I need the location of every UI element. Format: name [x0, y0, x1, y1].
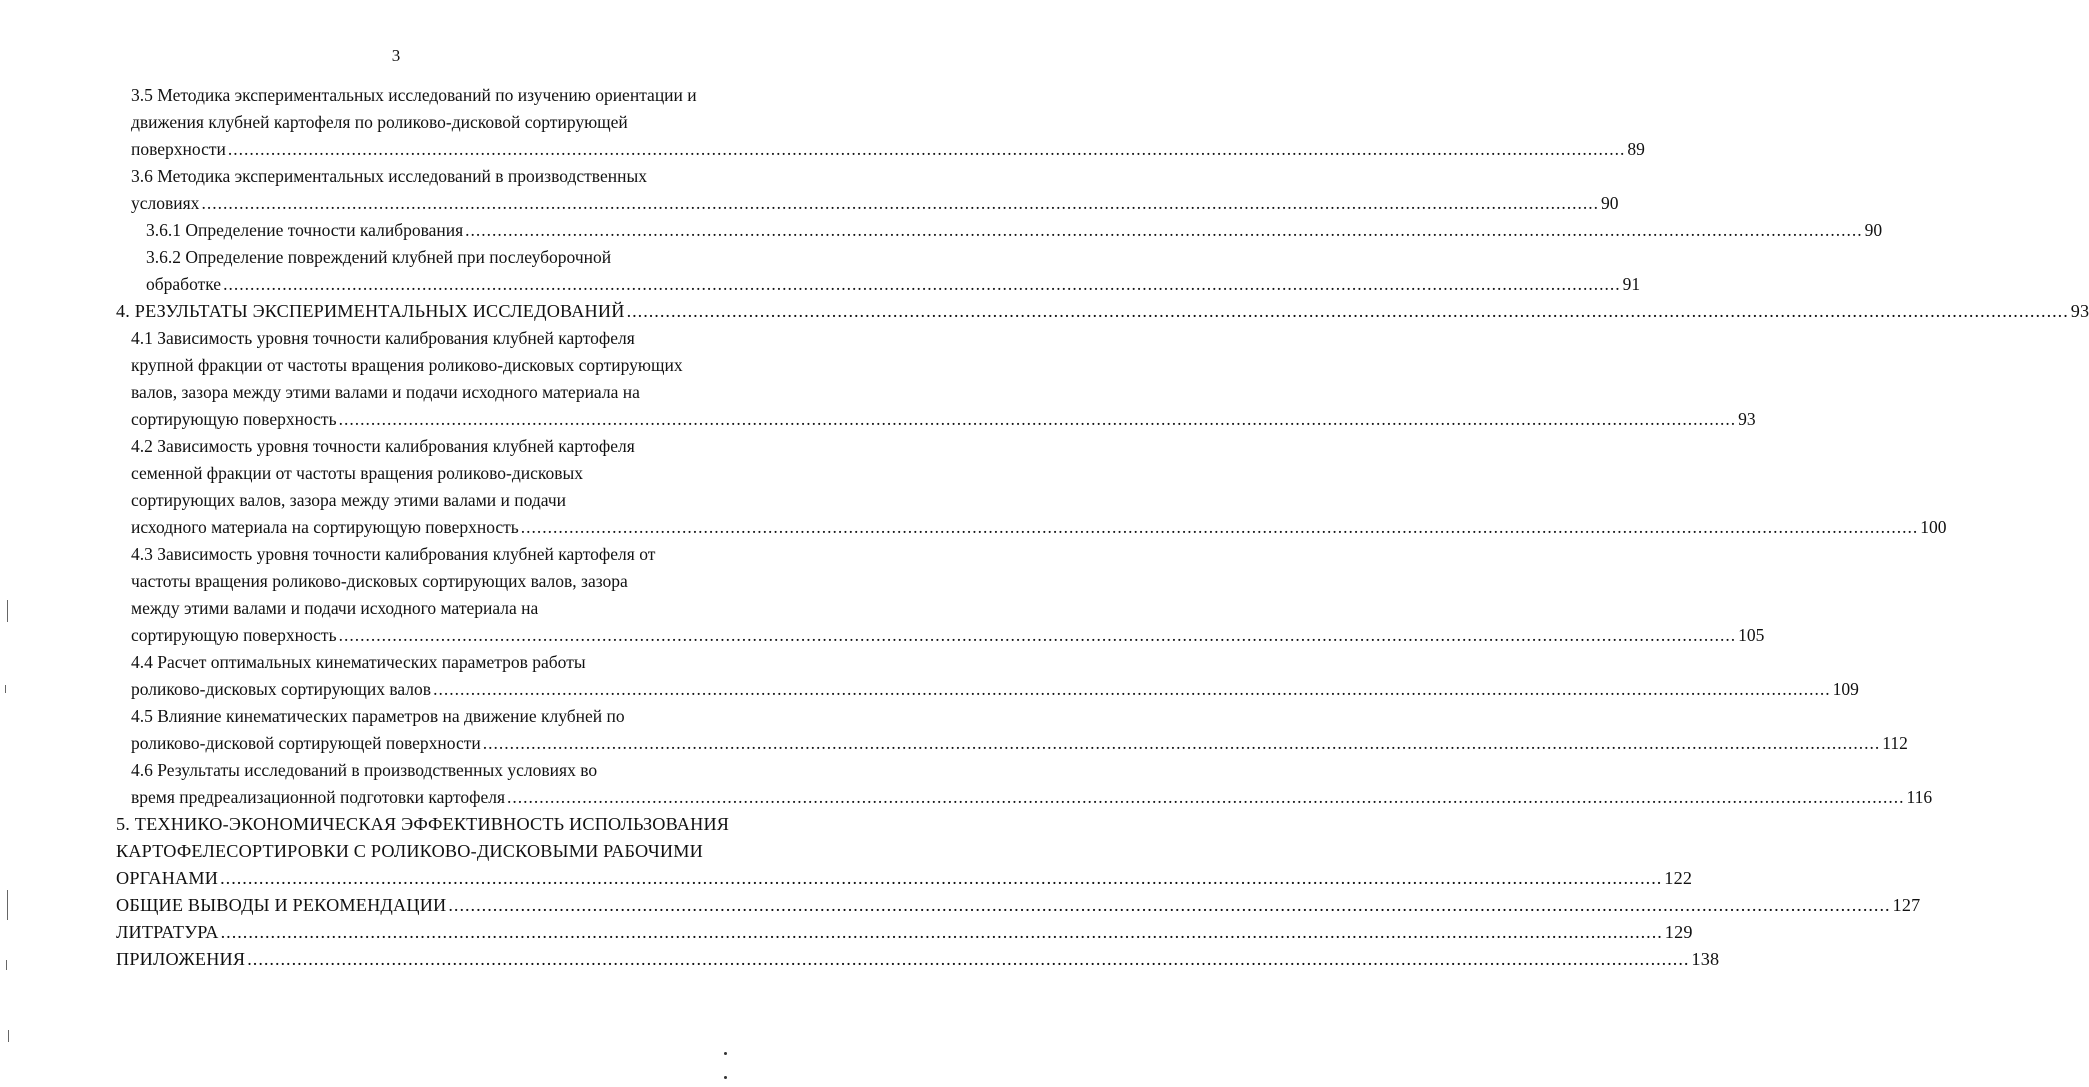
dot-leader: .................................................................................................................................................................................................................................................................... — [220, 922, 1663, 942]
toc-entry-final-line — [116, 892, 1921, 919]
toc-entry-title: 3.6.1 Определение точности калибрования — [146, 220, 464, 240]
toc-entry — [146, 217, 1883, 244]
toc-page-number: 122 — [1664, 868, 1693, 888]
toc-entry-title: ПРИЛОЖЕНИЯ — [116, 949, 246, 969]
toc-entry-line: 4.1 Зависимость уровня точности калибрования клубней картофеля — [131, 328, 635, 348]
dot-leader: .................................................................................................................................................................................................................................................................... — [626, 301, 2069, 321]
dot-leader: .................................................................................................................................................................................................................................................................... — [338, 625, 1737, 645]
toc-entry-title: сортирующую поверхность — [131, 625, 337, 645]
scan-margin-marks — [4, 590, 12, 1070]
toc-page-number: 105 — [1738, 625, 1765, 645]
toc-entry — [131, 325, 1756, 433]
dot-leader: .................................................................................................................................................................................................................................................................... — [223, 274, 1621, 294]
toc-page-number: 109 — [1832, 679, 1859, 699]
toc-page-number: 90 — [1864, 220, 1883, 240]
toc-entry-final-line — [116, 946, 1720, 973]
dot-leader: .................................................................................................................................................................................................................................................................... — [247, 949, 1690, 969]
toc-entry-final-line — [131, 190, 1619, 217]
toc-entry — [131, 541, 1765, 649]
toc-entry-line: 3.5 Методика экспериментальных исследований по изучению ориентации и — [131, 85, 697, 105]
toc-entry — [116, 946, 1720, 973]
toc-entry-final-line — [116, 298, 2089, 325]
toc-page-number: 89 — [1627, 139, 1645, 159]
toc-entry-title: ОРГАНАМИ — [116, 868, 219, 888]
toc-page-number: 93 — [2070, 301, 2089, 321]
toc-entry — [131, 82, 1645, 163]
toc-entry — [131, 703, 1908, 757]
toc-entry — [131, 649, 1859, 703]
toc-entry-final-line — [146, 217, 1883, 244]
toc-entry — [131, 757, 1933, 811]
toc-entry-final-line — [116, 919, 1693, 946]
toc-entry-line: 4.6 Результаты исследований в производственных условиях во — [131, 760, 598, 780]
toc-entry-title: исходного материала на сортирующую поверхность — [131, 517, 519, 537]
toc-entry-title: условиях — [131, 193, 200, 213]
toc-entry-line: КАРТОФЕЛЕСОРТИРОВКИ С РОЛИКОВО-ДИСКОВЫМИ РАБОЧИМИ — [116, 841, 703, 861]
toc-entry-title: поверхности — [131, 139, 226, 159]
dot-leader: .................................................................................................................................................................................................................................................................... — [465, 220, 1863, 240]
table-of-contents — [0, 82, 2089, 973]
toc-entry-title: сортирующую поверхность — [131, 409, 337, 429]
dot-leader: .................................................................................................................................................................................................................................................................... — [482, 733, 1881, 753]
toc-entry — [131, 433, 1947, 541]
toc-entry — [131, 163, 1619, 217]
toc-entry-final-line — [131, 136, 1645, 163]
toc-entry-line: 4.2 Зависимость уровня точности калибрования клубней картофеля — [131, 436, 635, 456]
toc-entry — [116, 298, 2089, 325]
toc-entry-final-line — [131, 730, 1908, 757]
toc-entry-line: 5. ТЕХНИКО-ЭКОНОМИЧЕСКАЯ ЭФФЕКТИВНОСТЬ ИСПОЛЬЗОВАНИЯ — [116, 814, 730, 834]
toc-entry-final-line — [146, 271, 1641, 298]
toc-entry-title: 4. РЕЗУЛЬТАТЫ ЭКСПЕРИМЕНТАЛЬНЫХ ИССЛЕДОВАНИЙ — [116, 301, 625, 321]
dot-leader: .................................................................................................................................................................................................................................................................... — [201, 193, 1599, 213]
toc-entry-title: обработке — [146, 274, 222, 294]
toc-entry-final-line — [116, 865, 1693, 892]
toc-entry-line: семенной фракции от частоты вращения роликово-дисковых — [131, 463, 584, 483]
toc-entry-line: частоты вращения роликово-дисковых сортирующих валов, зазора — [131, 571, 628, 591]
toc-page-number: 129 — [1664, 922, 1693, 942]
toc-entry-line: движения клубней картофеля по роликово-дисковой сортирующей — [131, 112, 628, 132]
toc-entry — [146, 244, 1641, 298]
toc-entry-final-line — [131, 784, 1933, 811]
toc-entry-final-line — [131, 622, 1765, 649]
toc-entry-line: между этими валами и подачи исходного материала на — [131, 598, 539, 618]
toc-entry — [116, 811, 1693, 892]
toc-entry-line: валов, зазора между этими валами и подачи исходного материала на — [131, 382, 640, 402]
toc-entry-line: 4.5 Влияние кинематических параметров на движение клубней по — [131, 706, 625, 726]
toc-entry — [116, 892, 1921, 919]
toc-entry-final-line — [131, 676, 1859, 703]
dot-leader: .................................................................................................................................................................................................................................................................... — [433, 679, 1831, 699]
toc-page-number: 138 — [1691, 949, 1720, 969]
dot-leader: .................................................................................................................................................................................................................................................................... — [448, 895, 1891, 915]
page-number: 3 — [391, 46, 401, 65]
dot-leader: .................................................................................................................................................................................................................................................................... — [507, 787, 1905, 807]
toc-entry-title: ОБЩИЕ ВЫВОДЫ И РЕКОМЕНДАЦИИ — [116, 895, 447, 915]
toc-entry-line: 3.6.2 Определение повреждений клубней при послеуборочной — [146, 247, 612, 267]
dot-leader: .................................................................................................................................................................................................................................................................... — [227, 139, 1626, 159]
toc-entry-line: 4.4 Расчет оптимальных кинематических параметров работы — [131, 652, 586, 672]
toc-page-number: 127 — [1892, 895, 1921, 915]
toc-page-number: 112 — [1882, 733, 1908, 753]
toc-page-number: 116 — [1906, 787, 1933, 807]
toc-page-number: 90 — [1600, 193, 1619, 213]
scan-dot — [724, 1052, 727, 1055]
toc-entry-line: 4.3 Зависимость уровня точности калибрования клубней картофеля от — [131, 544, 656, 564]
scan-dot — [724, 1076, 727, 1079]
dot-leader: .................................................................................................................................................................................................................................................................... — [220, 868, 1663, 888]
dot-leader: .................................................................................................................................................................................................................................................................... — [520, 517, 1919, 537]
toc-entry — [116, 919, 1693, 946]
toc-entry-title: роликово-дисковой сортирующей поверхности — [131, 733, 481, 753]
toc-page-number: 91 — [1622, 274, 1641, 294]
toc-page-number: 93 — [1738, 409, 1756, 429]
toc-entry-line: сортирующих валов, зазора между этими валами и подачи — [131, 490, 566, 510]
toc-entry-final-line — [131, 514, 1947, 541]
toc-entry-title: роликово-дисковых сортирующих валов — [131, 679, 432, 699]
toc-entry-line: крупной фракции от частоты вращения роликово-дисковых сортирующих — [131, 355, 683, 375]
toc-entry-title: время предреализационной подготовки картофеля — [131, 787, 505, 807]
toc-entry-line: 3.6 Методика экспериментальных исследований в производственных — [131, 166, 647, 186]
dot-leader: .................................................................................................................................................................................................................................................................... — [338, 409, 1737, 429]
toc-page-number: 100 — [1920, 517, 1947, 537]
toc-entry-final-line — [131, 406, 1756, 433]
toc-entry-title: ЛИТРАТУРА — [116, 922, 219, 942]
